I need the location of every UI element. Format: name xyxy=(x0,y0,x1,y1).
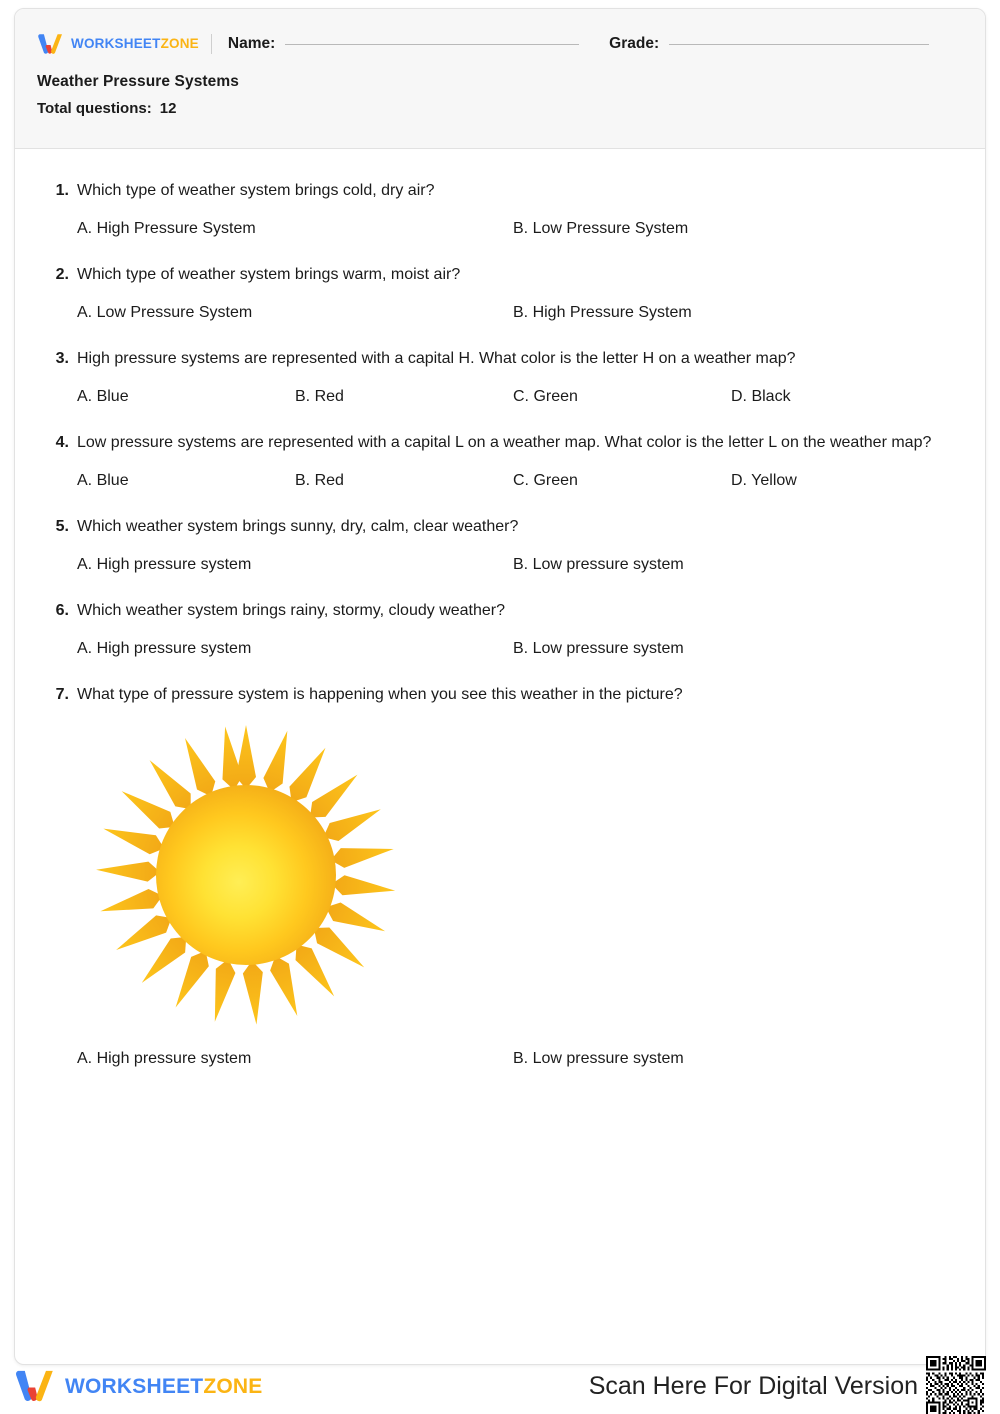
question-text: What type of pressure system is happening when you see this weather in the picture? xyxy=(77,686,683,703)
question-text: Which weather system brings rainy, stormy, cloudy weather? xyxy=(77,602,506,619)
question-line xyxy=(51,599,949,623)
choices-row xyxy=(51,469,949,493)
footer-brand-worksheet: WORKSHEET xyxy=(65,1374,204,1398)
brand-name-zone: ZONE xyxy=(160,36,199,52)
question-number: 4. xyxy=(55,434,69,451)
choices-row xyxy=(51,217,949,241)
question-number: 6. xyxy=(55,602,69,619)
choices-row xyxy=(51,301,949,325)
total-questions-value: 12 xyxy=(159,100,177,117)
header-divider xyxy=(211,34,212,54)
choice-option[interactable]: A. High pressure system xyxy=(77,640,252,657)
choice-option[interactable]: A. Low Pressure System xyxy=(77,304,253,321)
sun-disk xyxy=(156,785,336,965)
total-questions xyxy=(37,100,963,117)
question-line xyxy=(51,515,949,539)
choice-option[interactable]: B. Low pressure system xyxy=(513,640,684,657)
choices-row xyxy=(51,385,949,409)
worksheet-card xyxy=(14,8,986,1365)
question-number: 5. xyxy=(55,518,69,535)
footer-brand-name xyxy=(65,1376,262,1397)
choices-row xyxy=(51,1047,949,1071)
question-item xyxy=(51,263,949,325)
sun-icon xyxy=(81,723,411,1033)
worksheetzone-logo-icon xyxy=(37,33,64,55)
name-label: Name: xyxy=(227,35,276,52)
question-text: Which type of weather system brings warm, moist air? xyxy=(77,266,461,283)
question-item xyxy=(51,599,949,661)
choice-option[interactable]: B. Low pressure system xyxy=(513,1050,684,1067)
choice-option[interactable]: C. Green xyxy=(513,388,578,405)
question-item xyxy=(51,431,949,493)
question-line xyxy=(51,347,949,371)
choice-option[interactable]: A. High Pressure System xyxy=(77,220,256,237)
question-figure xyxy=(51,723,949,1033)
choice-option[interactable]: B. High Pressure System xyxy=(513,304,692,321)
grade-field[interactable] xyxy=(609,35,963,53)
choices-row xyxy=(51,553,949,577)
grade-write-line[interactable] xyxy=(669,44,929,45)
choice-option[interactable]: A. High pressure system xyxy=(77,1050,252,1067)
brand-name xyxy=(71,37,199,51)
choices-row xyxy=(51,637,949,661)
question-line xyxy=(51,431,949,455)
choice-option[interactable]: C. Green xyxy=(513,472,578,489)
choice-option[interactable]: A. Blue xyxy=(77,388,129,405)
total-questions-label: Total questions: xyxy=(37,100,152,117)
worksheetzone-logo-icon xyxy=(14,1369,56,1403)
footer-brand-logo xyxy=(14,1369,262,1403)
brand-name-worksheet: WORKSHEET xyxy=(71,36,161,52)
worksheet-title: Weather Pressure Systems xyxy=(37,73,240,90)
name-field[interactable] xyxy=(228,35,579,53)
page-footer xyxy=(14,1364,986,1408)
question-number: 2. xyxy=(55,266,69,283)
name-write-line[interactable] xyxy=(285,44,579,45)
choice-option[interactable]: B. Red xyxy=(295,472,344,489)
scan-prompt-text: Scan Here For Digital Version xyxy=(588,1371,918,1400)
question-item xyxy=(51,683,949,1071)
question-text: Which type of weather system brings cold, dry air? xyxy=(77,182,435,199)
question-text: High pressure systems are represented with a capital H. What color is the letter H on a weather map? xyxy=(77,350,796,367)
question-item xyxy=(51,347,949,409)
brand-logo xyxy=(37,33,199,55)
questions-list xyxy=(15,149,985,1113)
choice-option[interactable]: B. Low Pressure System xyxy=(513,220,689,237)
choice-option[interactable]: A. Blue xyxy=(77,472,129,489)
question-number: 7. xyxy=(55,686,69,703)
choice-option[interactable]: A. High pressure system xyxy=(77,556,252,573)
question-item xyxy=(51,515,949,577)
question-number: 3. xyxy=(55,350,69,367)
choice-option[interactable]: B. Low pressure system xyxy=(513,556,684,573)
question-text: Low pressure systems are represented with a capital L on a weather map. What color is the letter L on the weather map? xyxy=(77,434,932,451)
question-line xyxy=(51,263,949,287)
question-line xyxy=(51,179,949,203)
choice-option[interactable]: B. Red xyxy=(295,388,344,405)
header-meta xyxy=(15,57,985,117)
grade-label: Grade: xyxy=(609,35,660,52)
question-text: Which weather system brings sunny, dry, calm, clear weather? xyxy=(77,518,519,535)
choice-option[interactable]: D. Yellow xyxy=(731,472,797,489)
footer-brand-zone: ZONE xyxy=(203,1374,263,1398)
question-item xyxy=(51,179,949,241)
qr-code-icon[interactable] xyxy=(926,1356,986,1414)
choice-option[interactable]: D. Black xyxy=(731,388,791,405)
worksheet-header xyxy=(15,9,985,149)
question-number: 1. xyxy=(55,182,69,199)
footer-scan-group xyxy=(589,1356,986,1414)
question-line xyxy=(51,683,949,707)
header-row xyxy=(15,9,985,57)
